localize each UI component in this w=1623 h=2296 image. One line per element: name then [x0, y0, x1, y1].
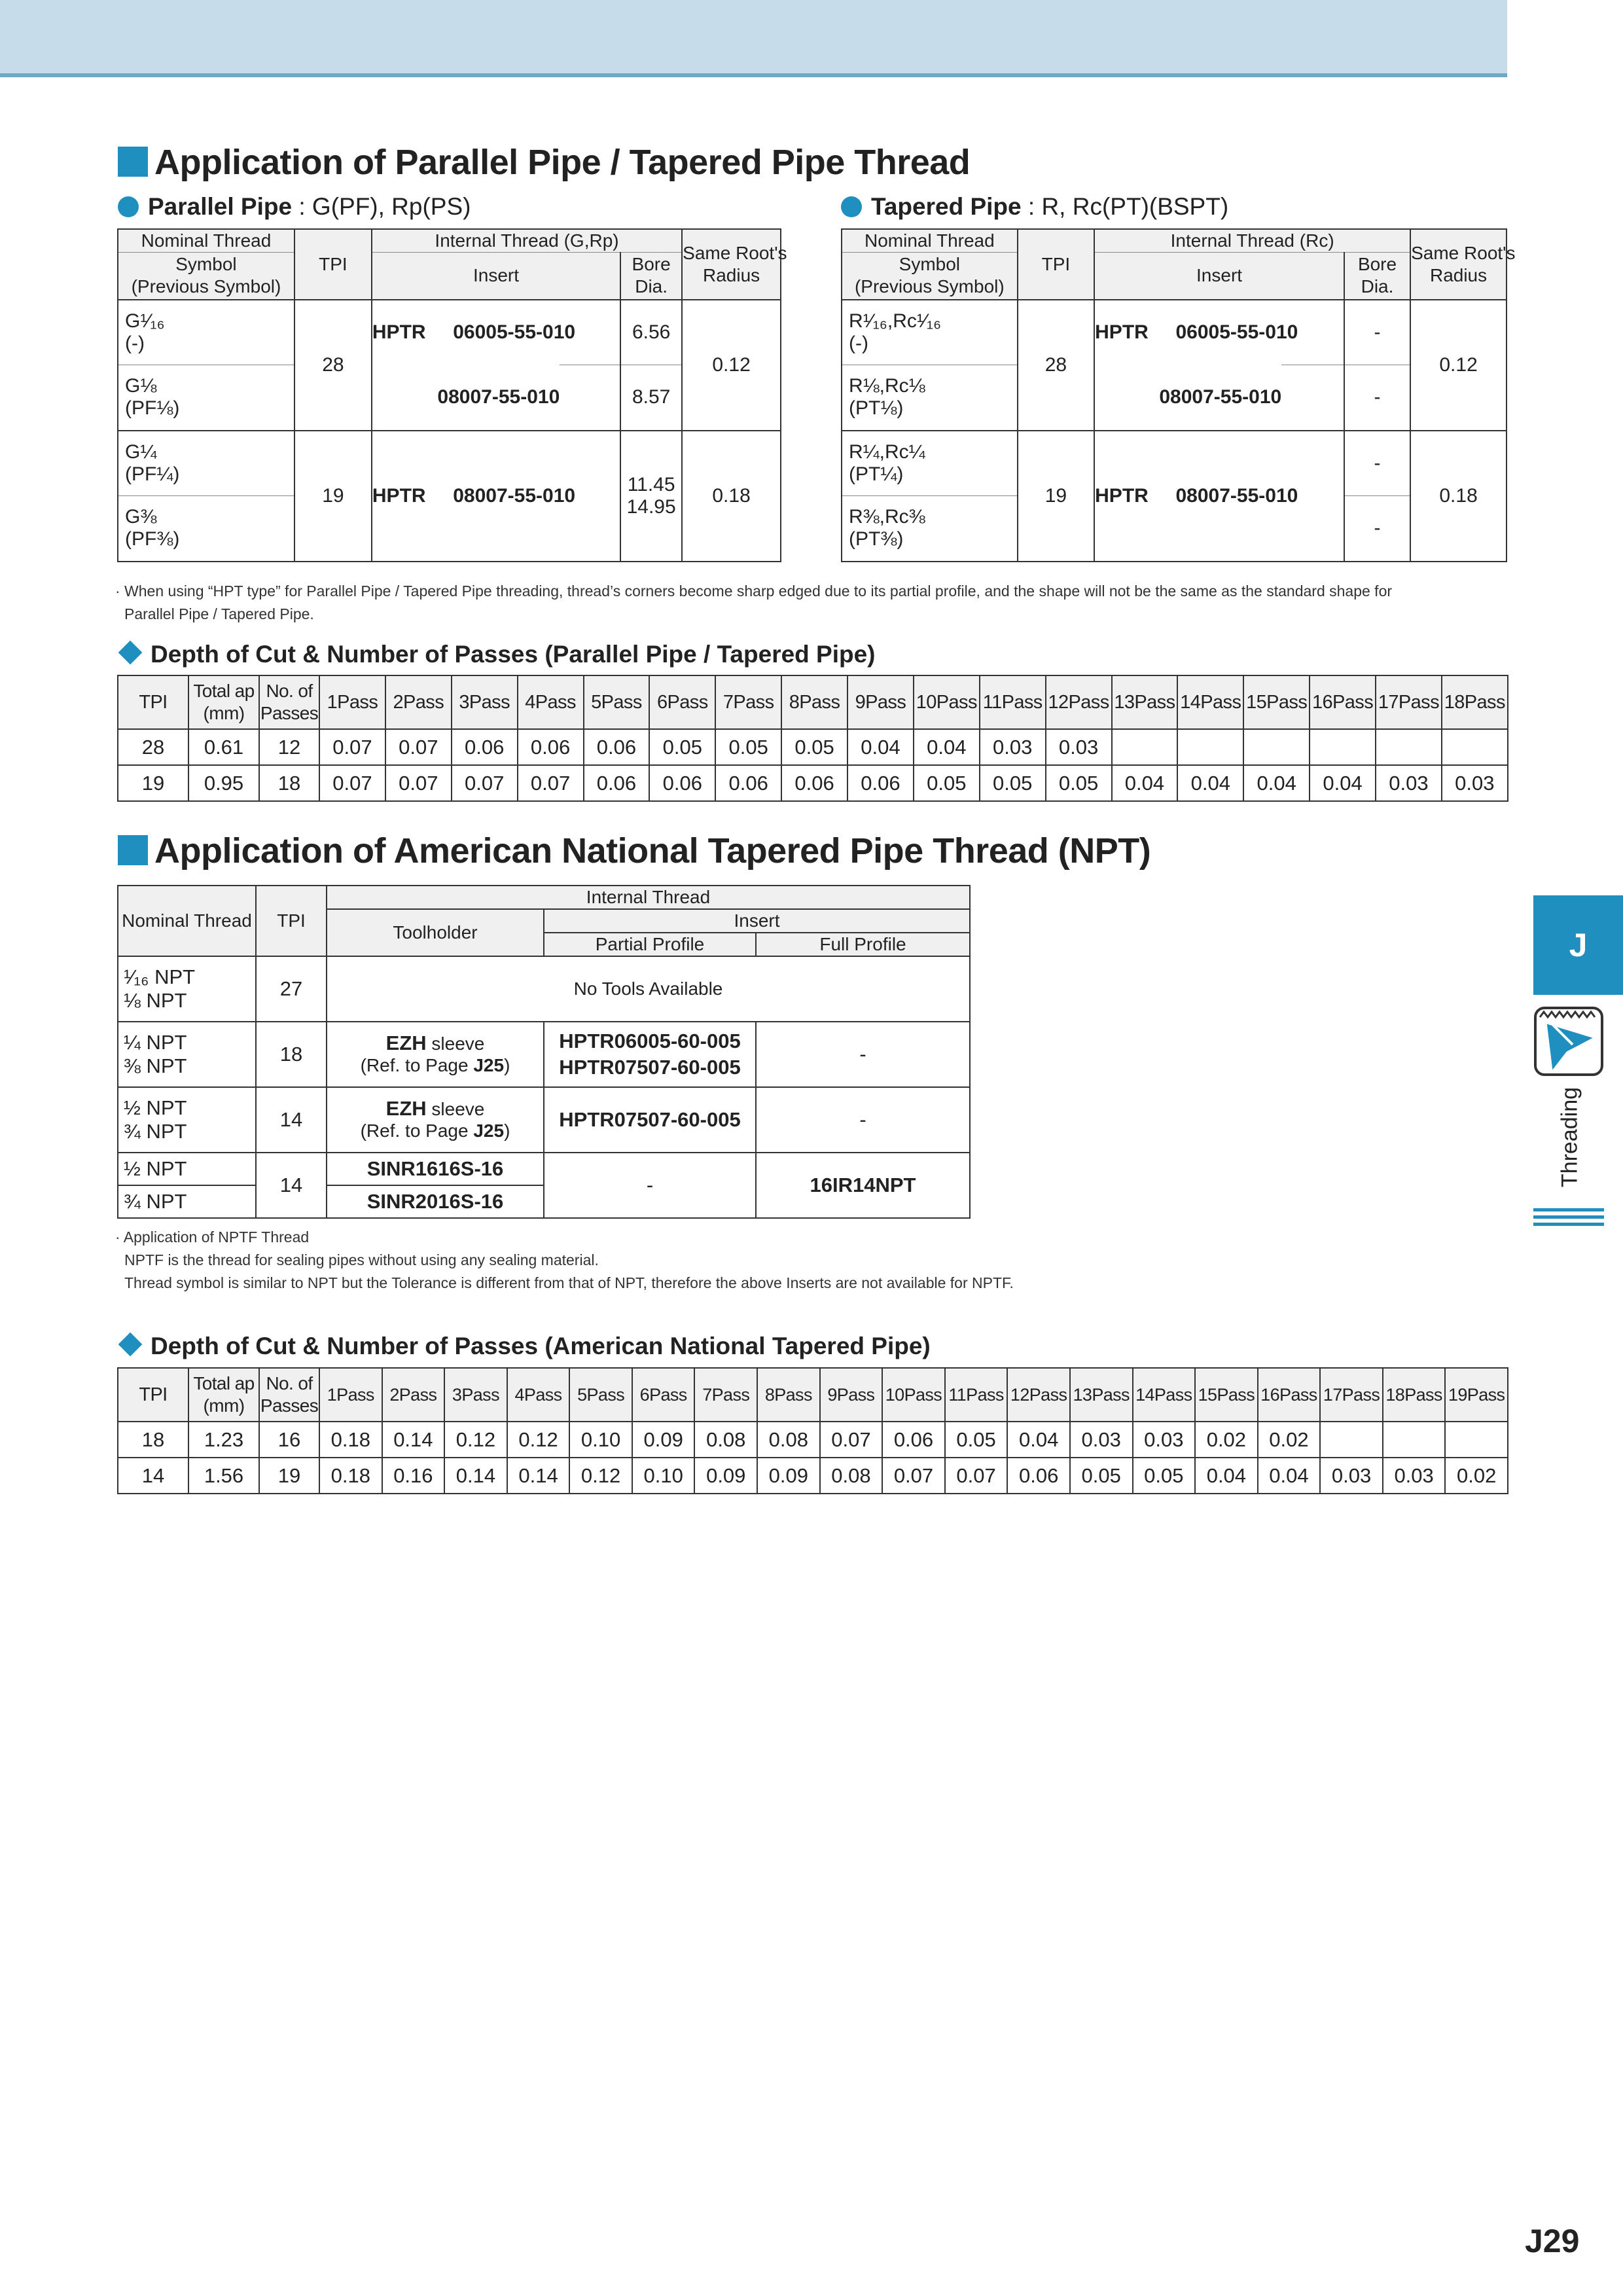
pass-header: 8Pass — [781, 675, 847, 729]
passes-row — [118, 1458, 1508, 1494]
pass-value — [1310, 729, 1376, 765]
pass-header: 3Pass — [452, 675, 518, 729]
cell-tpi: 28 — [118, 729, 188, 765]
pass-value: 0.06 — [781, 765, 847, 801]
pass-value: 0.02 — [1445, 1458, 1508, 1494]
pass-value: 0.03 — [1070, 1422, 1133, 1458]
pass-value — [1445, 1422, 1508, 1458]
pass-value: 0.06 — [518, 729, 584, 765]
pass-value: 0.03 — [1376, 765, 1442, 801]
pass-header: 10Pass — [914, 675, 980, 729]
passes-row — [118, 1422, 1508, 1458]
cell-no: 16 — [259, 1422, 319, 1458]
tpi-header: TPI — [118, 675, 188, 729]
pass-header: 16Pass — [1258, 1368, 1321, 1422]
cell-no: 12 — [259, 729, 319, 765]
cell-total: 1.23 — [188, 1422, 259, 1458]
section-title-pipe-thread: Application of Parallel Pipe / Tapered Pipe Thread — [118, 143, 970, 182]
pass-header: 2Pass — [382, 1368, 445, 1422]
pass-value: 0.02 — [1195, 1422, 1258, 1458]
pass-value: 0.07 — [385, 765, 452, 801]
pass-header: 17Pass — [1320, 1368, 1383, 1422]
pass-value: 0.04 — [1177, 765, 1243, 801]
pass-value: 0.18 — [319, 1422, 382, 1458]
pass-value: 0.07 — [452, 765, 518, 801]
pass-value: 0.18 — [319, 1458, 382, 1494]
passes-count-header: No. of Passes — [259, 1368, 319, 1422]
pass-header: 8Pass — [757, 1368, 820, 1422]
pass-value: 0.09 — [632, 1422, 695, 1458]
pass-header: 19Pass — [1445, 1368, 1508, 1422]
pass-header: 7Pass — [694, 1368, 757, 1422]
pass-value: 0.07 — [882, 1458, 945, 1494]
total-ap-header: Total ap (mm) — [188, 675, 259, 729]
pass-value: 0.06 — [452, 729, 518, 765]
pass-value: 0.08 — [820, 1458, 883, 1494]
pass-value: 0.07 — [319, 765, 385, 801]
pass-header: 9Pass — [847, 675, 914, 729]
circle-bullet-icon — [841, 196, 862, 217]
pass-value: 0.09 — [757, 1458, 820, 1494]
pass-value: 0.06 — [715, 765, 781, 801]
pass-header: 9Pass — [820, 1368, 883, 1422]
pass-value — [1442, 729, 1508, 765]
pass-value: 0.05 — [1046, 765, 1112, 801]
pass-value: 0.12 — [444, 1422, 507, 1458]
pass-header: 11Pass — [980, 675, 1046, 729]
pass-value — [1376, 729, 1442, 765]
cell-total: 0.95 — [188, 765, 259, 801]
pass-value: 0.06 — [1007, 1458, 1070, 1494]
pass-value: 0.05 — [980, 765, 1046, 801]
pass-header: 5Pass — [584, 675, 650, 729]
square-bullet-icon — [118, 147, 148, 177]
pass-header: 1Pass — [319, 675, 385, 729]
pass-header: 7Pass — [715, 675, 781, 729]
pass-value: 0.04 — [1195, 1458, 1258, 1494]
pass-value: 0.14 — [382, 1422, 445, 1458]
pass-header: 4Pass — [518, 675, 584, 729]
pass-value: 0.02 — [1258, 1422, 1321, 1458]
pass-value: 0.06 — [882, 1422, 945, 1458]
section-title-npt: Application of American National Tapered Pipe Thread (NPT) — [118, 831, 1150, 870]
cell-total: 1.56 — [188, 1458, 259, 1494]
circle-bullet-icon — [118, 196, 139, 217]
pass-value: 0.05 — [715, 729, 781, 765]
pass-value — [1243, 729, 1310, 765]
pass-value: 0.06 — [649, 765, 715, 801]
pass-header: 2Pass — [385, 675, 452, 729]
pass-value — [1383, 1422, 1446, 1458]
passes-count-header: No. of Passes — [259, 675, 319, 729]
pass-value: 0.14 — [444, 1458, 507, 1494]
passes-row — [118, 765, 1508, 801]
pass-value: 0.14 — [507, 1458, 570, 1494]
pass-value: 0.08 — [757, 1422, 820, 1458]
pass-header: 6Pass — [649, 675, 715, 729]
pass-header: 14Pass — [1177, 675, 1243, 729]
pass-header: 12Pass — [1007, 1368, 1070, 1422]
pass-header: 1Pass — [319, 1368, 382, 1422]
pass-value: 0.05 — [1133, 1458, 1196, 1494]
pass-value: 0.04 — [1258, 1458, 1321, 1494]
pass-value: 0.05 — [1070, 1458, 1133, 1494]
threading-tool-icon — [1533, 1005, 1605, 1077]
diamond-bullet-icon — [118, 1333, 143, 1357]
parallel-pipe-heading: Parallel Pipe : G(PF), Rp(PS) — [118, 192, 471, 221]
pass-value: 0.06 — [584, 729, 650, 765]
cell-no: 19 — [259, 1458, 319, 1494]
hpt-note: · When using “HPT type” for Parallel Pipe / Tapered Pipe threading, thread’s corners become sharp edged due to its partial profile, and the shape will not be the same as the standard shape for Parallel Pipe / Tapered Pipe. — [115, 583, 1393, 622]
passes-table-parallel — [117, 675, 1508, 802]
pass-value: 0.10 — [632, 1458, 695, 1494]
pass-value: 0.07 — [385, 729, 452, 765]
pass-header: 6Pass — [632, 1368, 695, 1422]
pass-header: 15Pass — [1243, 675, 1310, 729]
pass-header: 16Pass — [1310, 675, 1376, 729]
pass-value: 0.04 — [1007, 1422, 1070, 1458]
pass-value: 0.05 — [781, 729, 847, 765]
pass-header: 13Pass — [1112, 675, 1178, 729]
threading-side-label: Threading — [1557, 1086, 1582, 1188]
pass-value: 0.10 — [569, 1422, 632, 1458]
pass-value: 0.07 — [518, 765, 584, 801]
pass-value: 0.05 — [649, 729, 715, 765]
pass-value: 0.16 — [382, 1458, 445, 1494]
pass-header: 15Pass — [1195, 1368, 1258, 1422]
pass-value — [1177, 729, 1243, 765]
passes-row — [118, 729, 1508, 765]
pass-header: 4Pass — [507, 1368, 570, 1422]
pass-value: 0.12 — [569, 1458, 632, 1494]
passes-title-parallel: Depth of Cut & Number of Passes (Parallel Pipe / Tapered Pipe) — [118, 640, 876, 669]
pass-header: 10Pass — [882, 1368, 945, 1422]
pass-header: 12Pass — [1046, 675, 1112, 729]
chapter-tab-j[interactable]: J — [1533, 895, 1623, 995]
passes-title-npt: Depth of Cut & Number of Passes (American National Tapered Pipe) — [118, 1332, 931, 1361]
pass-value: 0.06 — [847, 765, 914, 801]
passes-table-npt — [117, 1367, 1508, 1494]
parallel-pipe-table: Nominal Thread TPI Internal Thread (G,Rp) Same Root's Radius Symbol (Previous Symbol) Insert Bore Dia. G¹⁄₁₆ (-) 28 HPTR 06005-55-010 6.56 0.12 G⅛ (PF⅛) 08007-55-010 8.57 G¼ (PF¼) 19 HPTR 08007-55-010 11.45 0.18 G⅜ (PF⅜) 14.95 — [117, 228, 781, 562]
pass-value: 0.03 — [980, 729, 1046, 765]
pass-value: 0.03 — [1442, 765, 1508, 801]
pass-value: 0.04 — [1112, 765, 1178, 801]
cell-tpi: 18 — [118, 1422, 188, 1458]
pass-header: 18Pass — [1442, 675, 1508, 729]
square-bullet-icon — [118, 835, 148, 865]
tapered-pipe-heading: Tapered Pipe : R, Rc(PT)(BSPT) — [841, 192, 1228, 221]
header-band — [0, 0, 1507, 77]
pass-value: 0.07 — [945, 1458, 1008, 1494]
pass-value: 0.05 — [914, 765, 980, 801]
pass-value: 0.05 — [945, 1422, 1008, 1458]
pass-value: 0.03 — [1320, 1458, 1383, 1494]
pass-value: 0.06 — [584, 765, 650, 801]
pass-header: 11Pass — [945, 1368, 1008, 1422]
tapered-pipe-table: Nominal Thread TPI Internal Thread (Rc) Same Root's Radius Symbol (Previous Symbol) Insert Bore Dia. R¹⁄₁₆,Rc¹⁄₁₆ (-) 28 HPTR 06005-55-010 - 0.12 R⅛,Rc⅛ (PT⅛) 08007-55-010 - R¼,Rc¼ (PT¼) 19 HPTR 08007-55-010 - 0.18 R⅜,Rc⅜ (PT⅜) - — [841, 228, 1507, 562]
npt-table: Nominal Thread TPI Internal Thread Toolholder Insert Partial Profile Full Profile ¹⁄₁₆ NPT ⅛ NPT 27 No Tools Available ¼ NPT ⅜ NPT 18 EZH sleeve (Ref. to Page J25) HPTR06005-60-005 HPTR07507-60-005 - ½ NPT ¾ NPT 14 EZH sleeve (Ref. to Page J25) HPTR07507-60-005 - ½ NPT 14 SINR1616S-16 - 16IR14NPT ¾ NPT SINR2016S-16 — [117, 885, 971, 1219]
pass-value: 0.03 — [1383, 1458, 1446, 1494]
pass-value: 0.03 — [1046, 729, 1112, 765]
nptf-note: · Application of NPTF Thread NPTF is the thread for sealing pipes without using any sealing material. Thread symbol is similar to NPT but the Tolerance is different from that of NPT, therefore the above Inserts are not available for NPTF. — [115, 1229, 1014, 1291]
pass-header: 3Pass — [444, 1368, 507, 1422]
pass-value: 0.07 — [820, 1422, 883, 1458]
pass-value: 0.03 — [1133, 1422, 1196, 1458]
pass-header: 14Pass — [1133, 1368, 1196, 1422]
cell-tpi: 14 — [118, 1458, 188, 1494]
pass-header: 17Pass — [1376, 675, 1442, 729]
pass-value: 0.04 — [914, 729, 980, 765]
pass-header: 13Pass — [1070, 1368, 1133, 1422]
pass-header: 18Pass — [1383, 1368, 1446, 1422]
cell-no: 18 — [259, 765, 319, 801]
pass-value: 0.09 — [694, 1458, 757, 1494]
pass-value: 0.04 — [1243, 765, 1310, 801]
total-ap-header: Total ap (mm) — [188, 1368, 259, 1422]
page-number: J29 — [1525, 2223, 1580, 2259]
pass-header: 5Pass — [569, 1368, 632, 1422]
pass-value — [1112, 729, 1178, 765]
side-stripes — [1533, 1208, 1604, 1230]
cell-total: 0.61 — [188, 729, 259, 765]
pass-value: 0.07 — [319, 729, 385, 765]
tpi-header: TPI — [118, 1368, 188, 1422]
pass-value: 0.08 — [694, 1422, 757, 1458]
pass-value: 0.12 — [507, 1422, 570, 1458]
cell-tpi: 19 — [118, 765, 188, 801]
diamond-bullet-icon — [118, 641, 143, 665]
pass-value: 0.04 — [1310, 765, 1376, 801]
pass-value — [1320, 1422, 1383, 1458]
pass-value: 0.04 — [847, 729, 914, 765]
